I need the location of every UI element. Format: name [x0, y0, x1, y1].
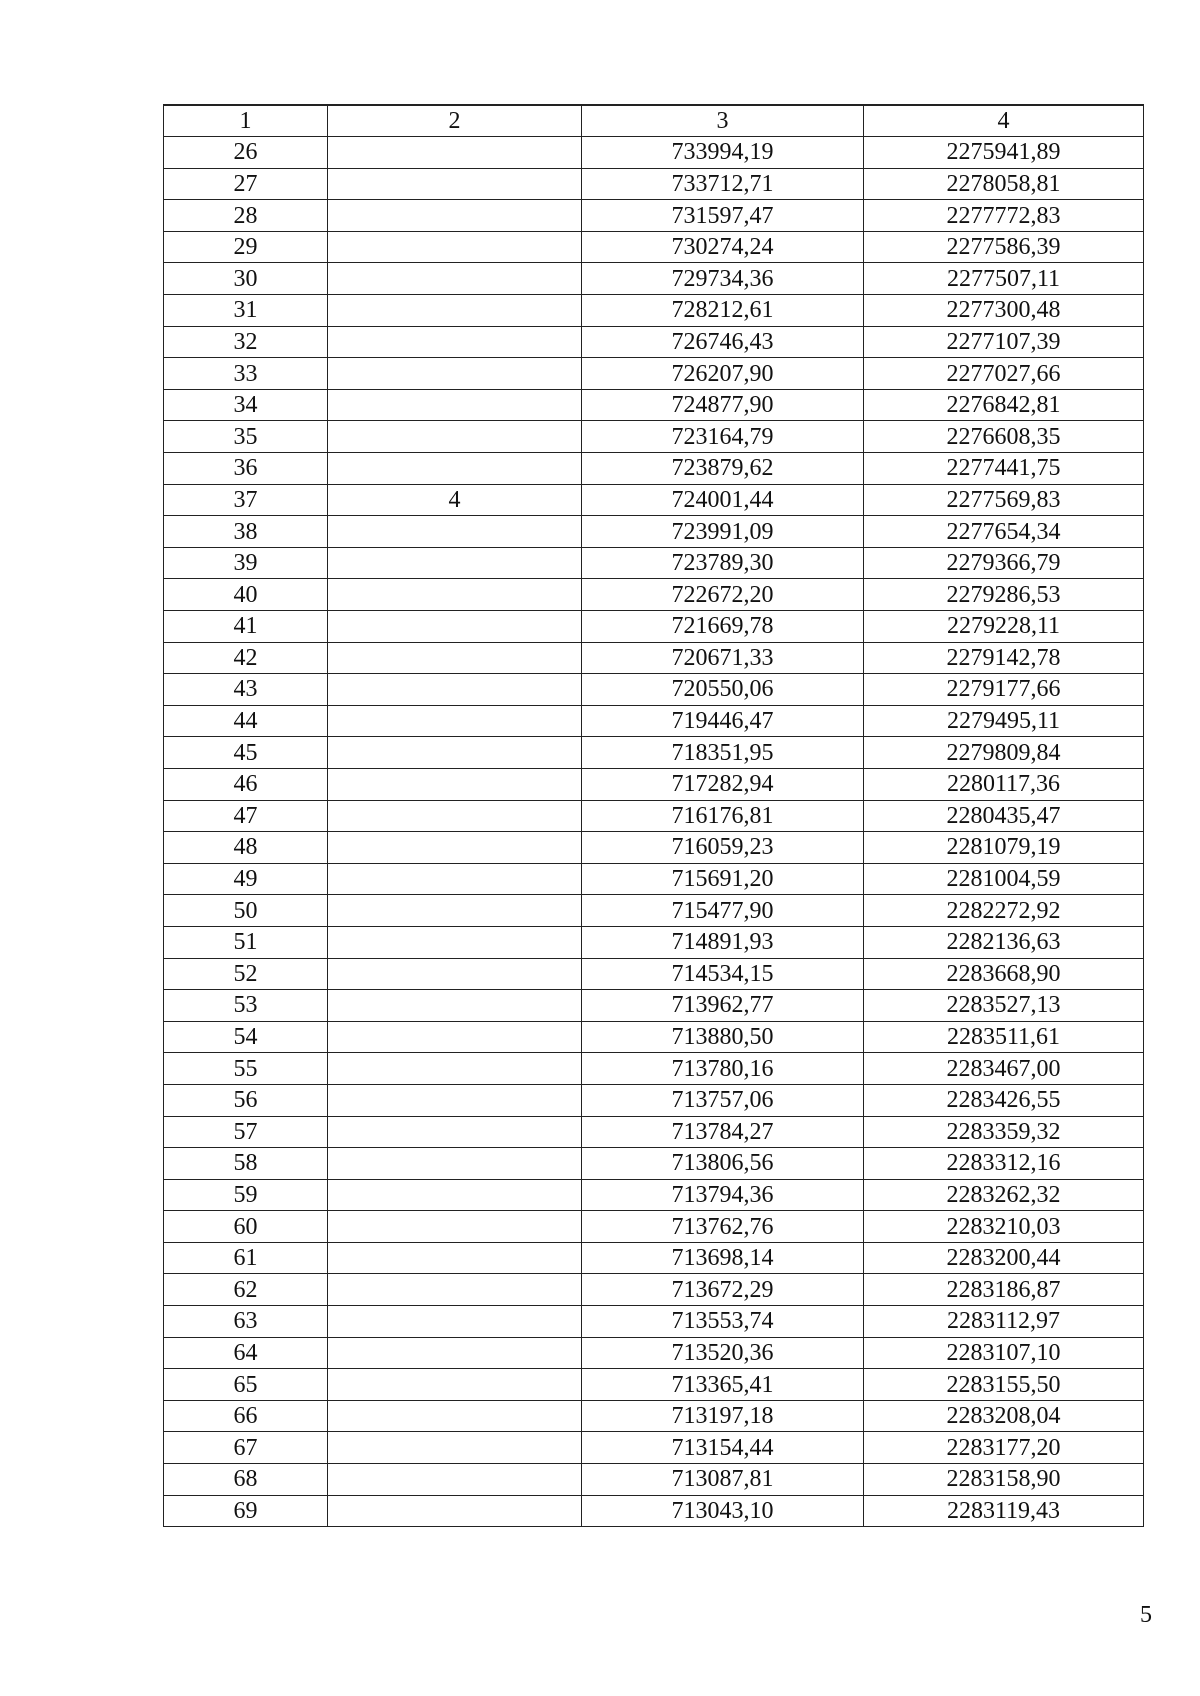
table-cell: 720671,33 [582, 642, 864, 674]
table-cell: 723991,09 [582, 516, 864, 548]
table-cell: 65 [164, 1369, 328, 1401]
table-cell [328, 200, 582, 232]
table-row [164, 200, 1144, 232]
table-cell: 715477,90 [582, 895, 864, 927]
table-cell [328, 358, 582, 390]
table-cell: 2283119,43 [864, 1495, 1144, 1527]
table-cell: 2280435,47 [864, 800, 1144, 832]
table-cell: 2279228,11 [864, 611, 1144, 643]
table-row [164, 137, 1144, 169]
table-cell [328, 863, 582, 895]
table-cell [328, 326, 582, 358]
table-row [164, 1148, 1144, 1180]
table-cell [328, 990, 582, 1022]
table-cell: 733994,19 [582, 137, 864, 169]
table-cell: 716059,23 [582, 832, 864, 864]
table-cell: 2282272,92 [864, 895, 1144, 927]
table-cell: 54 [164, 1021, 328, 1053]
header-cell: 4 [864, 105, 1144, 137]
table-cell: 723789,30 [582, 547, 864, 579]
table-cell: 2277654,34 [864, 516, 1144, 548]
table-cell: 724877,90 [582, 389, 864, 421]
table-row [164, 832, 1144, 864]
table-cell: 57 [164, 1116, 328, 1148]
table-cell: 37 [164, 484, 328, 516]
table-cell: 2279495,11 [864, 705, 1144, 737]
table-row [164, 863, 1144, 895]
table-cell: 2283200,44 [864, 1242, 1144, 1274]
table-cell: 2281079,19 [864, 832, 1144, 864]
table-cell: 2283467,00 [864, 1053, 1144, 1085]
table-cell [328, 1337, 582, 1369]
table-cell: 50 [164, 895, 328, 927]
table-cell: 713784,27 [582, 1116, 864, 1148]
table-cell: 60 [164, 1211, 328, 1243]
table-cell [328, 895, 582, 927]
header-cell: 3 [582, 105, 864, 137]
table-cell [328, 1274, 582, 1306]
table-cell: 2282136,63 [864, 926, 1144, 958]
table-cell: 713154,44 [582, 1432, 864, 1464]
table-row [164, 611, 1144, 643]
header-cell: 2 [328, 105, 582, 137]
table-cell: 68 [164, 1464, 328, 1496]
table-row [164, 516, 1144, 548]
table-cell: 36 [164, 453, 328, 485]
table-cell: 28 [164, 200, 328, 232]
table-cell: 27 [164, 168, 328, 200]
table-row [164, 1274, 1144, 1306]
table-cell: 2279286,53 [864, 579, 1144, 611]
table-row [164, 1179, 1144, 1211]
table-header-row [164, 105, 1144, 137]
table-cell: 719446,47 [582, 705, 864, 737]
table-cell [328, 832, 582, 864]
table-cell: 66 [164, 1400, 328, 1432]
table-cell: 61 [164, 1242, 328, 1274]
table-row [164, 958, 1144, 990]
table-cell: 728212,61 [582, 295, 864, 327]
table-row [164, 800, 1144, 832]
table-cell: 33 [164, 358, 328, 390]
table-row [164, 421, 1144, 453]
table-cell: 42 [164, 642, 328, 674]
table-cell: 64 [164, 1337, 328, 1369]
table-cell: 30 [164, 263, 328, 295]
table-cell [328, 1084, 582, 1116]
table-cell [328, 642, 582, 674]
table-row [164, 1306, 1144, 1338]
table-cell: 731597,47 [582, 200, 864, 232]
table-row [164, 231, 1144, 263]
table-cell: 713043,10 [582, 1495, 864, 1527]
table-cell: 67 [164, 1432, 328, 1464]
table-cell: 69 [164, 1495, 328, 1527]
table-cell: 2283210,03 [864, 1211, 1144, 1243]
table-cell: 2277772,83 [864, 200, 1144, 232]
table-cell [328, 958, 582, 990]
table-cell [328, 453, 582, 485]
table-cell: 31 [164, 295, 328, 327]
table-cell [328, 1369, 582, 1401]
table-cell [328, 168, 582, 200]
table-cell [328, 1306, 582, 1338]
table-row [164, 1464, 1144, 1496]
table-row [164, 1400, 1144, 1432]
table-cell: 733712,71 [582, 168, 864, 200]
table-cell: 2277569,83 [864, 484, 1144, 516]
table-row [164, 1369, 1144, 1401]
table-cell: 35 [164, 421, 328, 453]
table-cell: 2283527,13 [864, 990, 1144, 1022]
table-cell: 53 [164, 990, 328, 1022]
table-cell [328, 1464, 582, 1496]
table-cell [328, 674, 582, 706]
table-cell: 2276842,81 [864, 389, 1144, 421]
table-cell [328, 137, 582, 169]
table-cell: 713806,56 [582, 1148, 864, 1180]
table-cell [328, 547, 582, 579]
table-cell: 713087,81 [582, 1464, 864, 1496]
table-cell: 2280117,36 [864, 768, 1144, 800]
table-cell: 730274,24 [582, 231, 864, 263]
table-cell: 43 [164, 674, 328, 706]
table-cell [328, 295, 582, 327]
table-cell: 29 [164, 231, 328, 263]
table-body [164, 137, 1144, 1527]
table-cell: 2283668,90 [864, 958, 1144, 990]
table-row [164, 1021, 1144, 1053]
table-cell [328, 231, 582, 263]
table-cell [328, 1432, 582, 1464]
table-row [164, 389, 1144, 421]
table-cell: 2277300,48 [864, 295, 1144, 327]
table-row [164, 547, 1144, 579]
table-row [164, 895, 1144, 927]
table-cell: 40 [164, 579, 328, 611]
table-row [164, 1495, 1144, 1527]
table-cell: 2277027,66 [864, 358, 1144, 390]
table-cell: 55 [164, 1053, 328, 1085]
table-row [164, 453, 1144, 485]
table-cell: 2283158,90 [864, 1464, 1144, 1496]
table-cell [328, 1021, 582, 1053]
table-row [164, 1337, 1144, 1369]
table-cell: 44 [164, 705, 328, 737]
table-cell [328, 579, 582, 611]
table-row [164, 579, 1144, 611]
table-cell: 56 [164, 1084, 328, 1116]
table-cell: 713197,18 [582, 1400, 864, 1432]
table-cell: 46 [164, 768, 328, 800]
table-cell: 39 [164, 547, 328, 579]
table-cell [328, 737, 582, 769]
table-cell: 2283262,32 [864, 1179, 1144, 1211]
table-row [164, 1242, 1144, 1274]
table-cell: 2283312,16 [864, 1148, 1144, 1180]
table-cell [328, 1148, 582, 1180]
table-cell: 26 [164, 137, 328, 169]
coordinates-table [163, 104, 1144, 1527]
table-row [164, 484, 1144, 516]
table-cell: 2283112,97 [864, 1306, 1144, 1338]
table-cell [328, 1400, 582, 1432]
table-cell: 726207,90 [582, 358, 864, 390]
table-row [164, 295, 1144, 327]
table-cell: 716176,81 [582, 800, 864, 832]
table-cell: 713762,76 [582, 1211, 864, 1243]
table-row [164, 358, 1144, 390]
table-cell: 718351,95 [582, 737, 864, 769]
table-cell: 63 [164, 1306, 328, 1338]
table-cell: 714891,93 [582, 926, 864, 958]
table-cell: 729734,36 [582, 263, 864, 295]
table-cell: 726746,43 [582, 326, 864, 358]
table-row [164, 768, 1144, 800]
table-cell: 2279142,78 [864, 642, 1144, 674]
table-cell: 2281004,59 [864, 863, 1144, 895]
table-cell [328, 705, 582, 737]
table-cell: 51 [164, 926, 328, 958]
table-cell: 713698,14 [582, 1242, 864, 1274]
table-cell: 2277586,39 [864, 231, 1144, 263]
table-cell: 713794,36 [582, 1179, 864, 1211]
table-cell [328, 1242, 582, 1274]
table-row [164, 263, 1144, 295]
table-cell: 721669,78 [582, 611, 864, 643]
table-cell: 2276608,35 [864, 421, 1144, 453]
table-cell [328, 1179, 582, 1211]
table-cell: 723164,79 [582, 421, 864, 453]
table-cell: 2277507,11 [864, 263, 1144, 295]
table-cell [328, 768, 582, 800]
table-cell: 713365,41 [582, 1369, 864, 1401]
table-row [164, 1432, 1144, 1464]
table-cell: 52 [164, 958, 328, 990]
table-cell: 713757,06 [582, 1084, 864, 1116]
table-cell: 41 [164, 611, 328, 643]
table-cell: 2278058,81 [864, 168, 1144, 200]
table-cell [328, 1116, 582, 1148]
table-cell: 2283186,87 [864, 1274, 1144, 1306]
table-cell: 2283511,61 [864, 1021, 1144, 1053]
table-row [164, 1084, 1144, 1116]
table-row [164, 642, 1144, 674]
table-cell [328, 1211, 582, 1243]
table-cell: 59 [164, 1179, 328, 1211]
table-cell [328, 1053, 582, 1085]
table-cell: 2279809,84 [864, 737, 1144, 769]
table-cell [328, 516, 582, 548]
table-row [164, 1053, 1144, 1085]
table-cell [328, 926, 582, 958]
table-cell [328, 800, 582, 832]
table-cell: 2279366,79 [864, 547, 1144, 579]
table-cell: 715691,20 [582, 863, 864, 895]
table-cell: 713553,74 [582, 1306, 864, 1338]
table-cell: 713880,50 [582, 1021, 864, 1053]
table-cell: 2275941,89 [864, 137, 1144, 169]
table-cell [328, 1495, 582, 1527]
table-cell: 34 [164, 389, 328, 421]
table-cell: 4 [328, 484, 582, 516]
table-cell: 720550,06 [582, 674, 864, 706]
table-cell: 38 [164, 516, 328, 548]
table-cell: 717282,94 [582, 768, 864, 800]
table-cell: 58 [164, 1148, 328, 1180]
table-cell: 2283177,20 [864, 1432, 1144, 1464]
page-number: 5 [1140, 1602, 1152, 1628]
table-row [164, 1211, 1144, 1243]
header-cell: 1 [164, 105, 328, 137]
table-row [164, 737, 1144, 769]
table-cell: 722672,20 [582, 579, 864, 611]
table-cell: 713962,77 [582, 990, 864, 1022]
table-cell: 48 [164, 832, 328, 864]
table-cell: 45 [164, 737, 328, 769]
table-cell: 723879,62 [582, 453, 864, 485]
table-cell [328, 263, 582, 295]
table-cell [328, 421, 582, 453]
table-cell: 2283359,32 [864, 1116, 1144, 1148]
table-cell: 724001,44 [582, 484, 864, 516]
table-cell: 713520,36 [582, 1337, 864, 1369]
table-row [164, 705, 1144, 737]
table-cell: 2283107,10 [864, 1337, 1144, 1369]
table-row [164, 674, 1144, 706]
table-cell: 713780,16 [582, 1053, 864, 1085]
table-cell: 47 [164, 800, 328, 832]
table-cell: 49 [164, 863, 328, 895]
table-cell: 714534,15 [582, 958, 864, 990]
table-row [164, 168, 1144, 200]
table-cell [328, 389, 582, 421]
table-cell [328, 611, 582, 643]
table-cell: 2283426,55 [864, 1084, 1144, 1116]
table-cell: 62 [164, 1274, 328, 1306]
table-row [164, 326, 1144, 358]
table-cell: 2277107,39 [864, 326, 1144, 358]
table-row [164, 990, 1144, 1022]
table-cell: 32 [164, 326, 328, 358]
table-cell: 713672,29 [582, 1274, 864, 1306]
table-cell: 2283155,50 [864, 1369, 1144, 1401]
table-row [164, 1116, 1144, 1148]
table-row [164, 926, 1144, 958]
table-cell: 2277441,75 [864, 453, 1144, 485]
table-cell: 2283208,04 [864, 1400, 1144, 1432]
table-cell: 2279177,66 [864, 674, 1144, 706]
